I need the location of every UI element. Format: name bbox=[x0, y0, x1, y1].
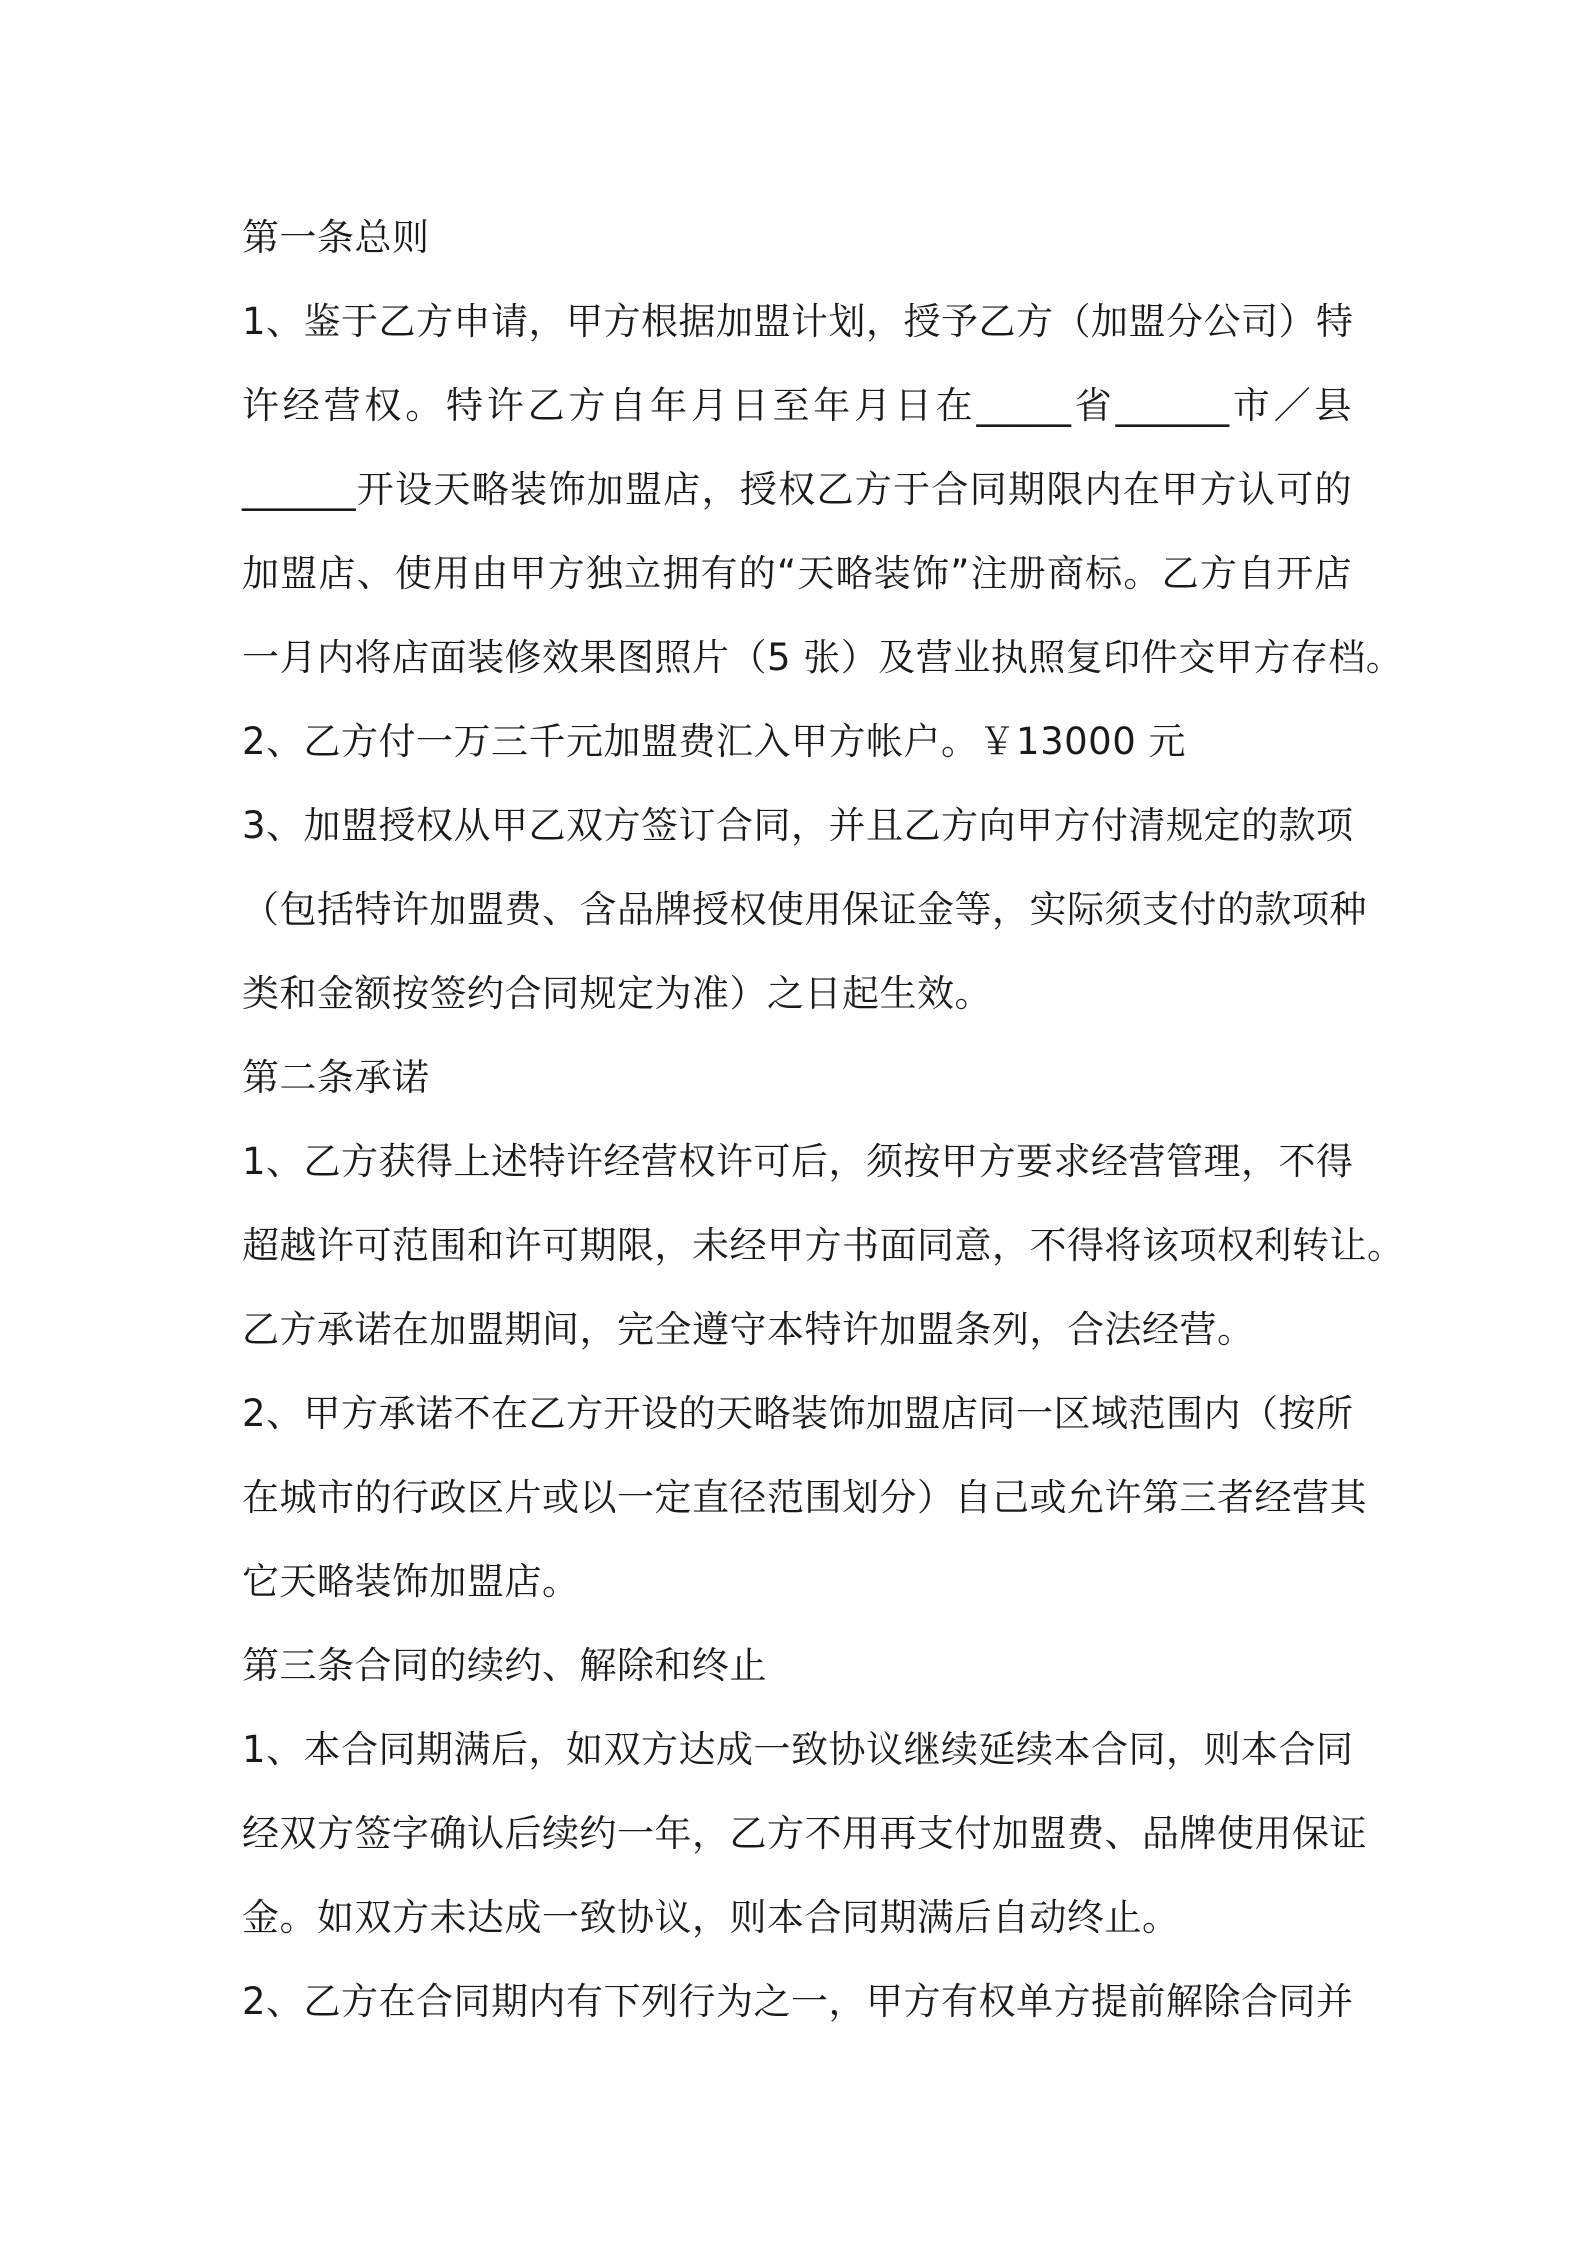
paragraph-line: 2、乙方在合同期内有下列行为之一，甲方有权单方提前解除合同并 bbox=[242, 1980, 1354, 2023]
paragraph-line: 1、鉴于乙方申请，甲方根据加盟计划，授予乙方（加盟分公司）特 bbox=[242, 300, 1354, 343]
paragraph-line: 2、乙方付一万三千元加盟费汇入甲方帐户。￥13000 元 bbox=[242, 720, 1187, 763]
section-heading-1: 第一条总则 bbox=[242, 216, 430, 259]
paragraph-line: 在城市的行政区片或以一定直径范围划分）自己或允许第三者经营其 bbox=[242, 1476, 1367, 1519]
paragraph-line: 经双方签字确认后续约一年，乙方不用再支付加盟费、品牌使用保证 bbox=[242, 1812, 1367, 1855]
paragraph-line: ______开设天略装饰加盟店，授权乙方于合同期限内在甲方认可的 bbox=[242, 468, 1352, 511]
paragraph-line: 2、甲方承诺不在乙方开设的天略装饰加盟店同一区域范围内（按所 bbox=[242, 1392, 1354, 1435]
section-heading-2: 第二条承诺 bbox=[242, 1056, 430, 1099]
paragraph-line: 一月内将店面装修效果图照片（5 张）及营业执照复印件交甲方存档。 bbox=[242, 636, 1404, 679]
paragraph-line: 金。如双方未达成一致协议，则本合同期满后自动终止。 bbox=[242, 1896, 1180, 1939]
paragraph-line: 3、加盟授权从甲乙双方签订合同，并且乙方向甲方付清规定的款项 bbox=[242, 804, 1354, 847]
paragraph-line: 许经营权。特许乙方自年月日至年月日在_____省______市／县 bbox=[242, 384, 1352, 427]
paragraph-line: 1、本合同期满后，如双方达成一致协议继续延续本合同，则本合同 bbox=[242, 1728, 1354, 1771]
contract-body bbox=[242, 196, 1405, 2044]
paragraph-line: 超越许可范围和许可期限，未经甲方书面同意，不得将该项权利转让。 bbox=[242, 1224, 1405, 1267]
paragraph-line: 它天略装饰加盟店。 bbox=[242, 1560, 580, 1603]
section-heading-3: 第三条合同的续约、解除和终止 bbox=[242, 1644, 767, 1687]
paragraph-line: 类和金额按签约合同规定为准）之日起生效。 bbox=[242, 972, 992, 1015]
paragraph-line: 1、乙方获得上述特许经营权许可后，须按甲方要求经营管理，不得 bbox=[242, 1140, 1354, 1183]
paragraph-line: 乙方承诺在加盟期间，完全遵守本特许加盟条列，合法经营。 bbox=[242, 1308, 1255, 1351]
paragraph-line: 加盟店、使用由甲方独立拥有的“天略装饰”注册商标。乙方自开店 bbox=[242, 552, 1352, 595]
paragraph-line: （包括特许加盟费、含品牌授权使用保证金等，实际须支付的款项种 bbox=[242, 888, 1367, 931]
